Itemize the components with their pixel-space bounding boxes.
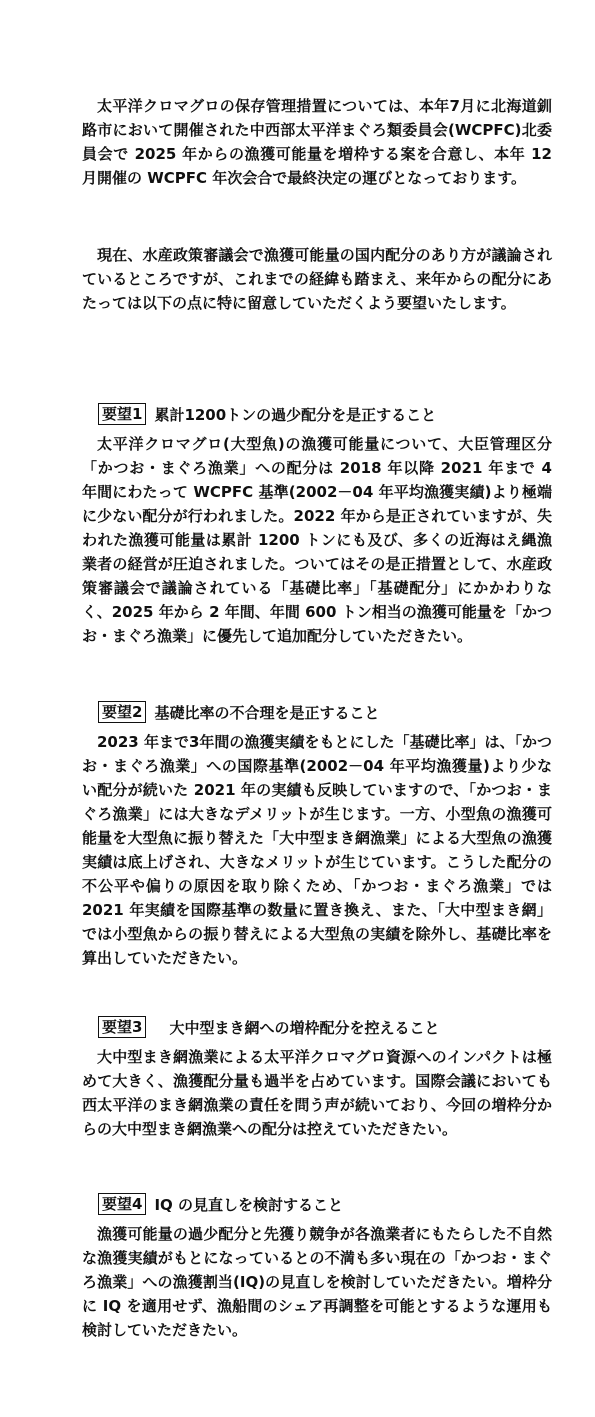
request-badge-2: 要望2	[98, 701, 146, 723]
request-heading-3	[98, 1015, 552, 1039]
request-section-4	[82, 1192, 552, 1342]
request-badge-4: 要望4	[98, 1193, 146, 1215]
request-heading-2	[98, 700, 552, 724]
request-title-1: 累計1200トンの過少配分を是正すること	[154, 405, 437, 424]
request-badge-3: 要望3	[98, 1016, 146, 1038]
request-body-1: 太平洋クロマグロ(大型魚)の漁獲可能量について、大臣管理区分「かつお・まぐろ漁業」への配分は 2018 年以降 2021 年まで 4 年間にわたって WCPFC 基準(2002－04 年平均漁獲実績)より極端に少ない配分が行われました。2022 年から是正されていますが、失われた漁獲可能量は累計 1200 トンにも及び、多くの近海はえ縄漁業者の経営が圧迫されました。ついてはその是正措置として、水産政策審議会で議論されている「基礎比率」「基礎配分」にかかわりなく、2025 年から 2 年間、年間 600 トン相当の漁獲可能量を「かつお・まぐろ漁業」に優先して追加配分していただきたい。	[82, 435, 552, 645]
request-section-3	[82, 1015, 552, 1141]
intro-paragraph-1: 太平洋クロマグロの保存管理措置については、本年7月に北海道釧路市において開催された中西部太平洋まぐろ類委員会(WCPFC)北委員会で 2025 年からの漁獲可能量を増枠する案を合意し、本年 12 月開催の WCPFC 年次会合で最終決定の運びとなっております。	[82, 97, 552, 187]
request-body-3: 大中型まき網漁業による太平洋クロマグロ資源へのインパクトは極めて大きく、漁獲配分量も過半を占めています。国際会議においても西太平洋のまき網漁業の責任を問う声が続いており、今回の増枠分からの大中型まき網漁業への配分は控えていただきたい。	[82, 1048, 552, 1138]
request-body-2: 2023 年まで3年間の漁獲実績をもとにした「基礎比率」は、「かつお・まぐろ漁業」への国際基準(2002－04 年平均漁獲量)より少ない配分が続いた 2021 年の実績も反映していますので、「かつお・まぐろ漁業」には大きなデメリットが生じます。一方、小型魚の漁獲可能量を大型魚に振り替えた「大中型まき網漁業」による大型魚の漁獲実績は底上げされ、大きなメリットが生じています。こうした配分の不公平や偏りの原因を取り除くため、「かつお・まぐろ漁業」では 2021 年実績を国際基準の数量に置き換え、また、「大中型まき網」では小型魚からの振り替えによる大型魚の実績を除外し、基礎比率を算出していただきたい。	[82, 733, 552, 967]
request-section-2	[82, 700, 552, 970]
request-badge-1: 要望1	[98, 403, 146, 425]
request-heading-1	[98, 402, 552, 426]
request-title-3: 大中型まき網への増枠配分を控えること	[154, 1018, 440, 1037]
request-title-2: 基礎比率の不合理を是正すること	[154, 703, 380, 722]
request-title-4: IQ の見直しを検討すること	[154, 1195, 343, 1214]
request-body-4: 漁獲可能量の過少配分と先獲り競争が各漁業者にもたらした不自然な漁獲実績がもとになっているとの不満も多い現在の「かつお・まぐろ漁業」への漁獲割当(IQ)の見直しを検討していただきたい。増枠分に IQ を適用せず、漁船間のシェア再調整を可能とするような運用も検討していただきたい。	[82, 1225, 552, 1339]
intro-paragraph-2: 現在、水産政策審議会で漁獲可能量の国内配分のあり方が議論されているところですが、これまでの経緯も踏まえ、来年からの配分にあたっては以下の点に特に留意していただくよう要望いたします。	[82, 246, 552, 312]
request-section-1	[82, 402, 552, 648]
request-heading-4	[98, 1192, 552, 1216]
